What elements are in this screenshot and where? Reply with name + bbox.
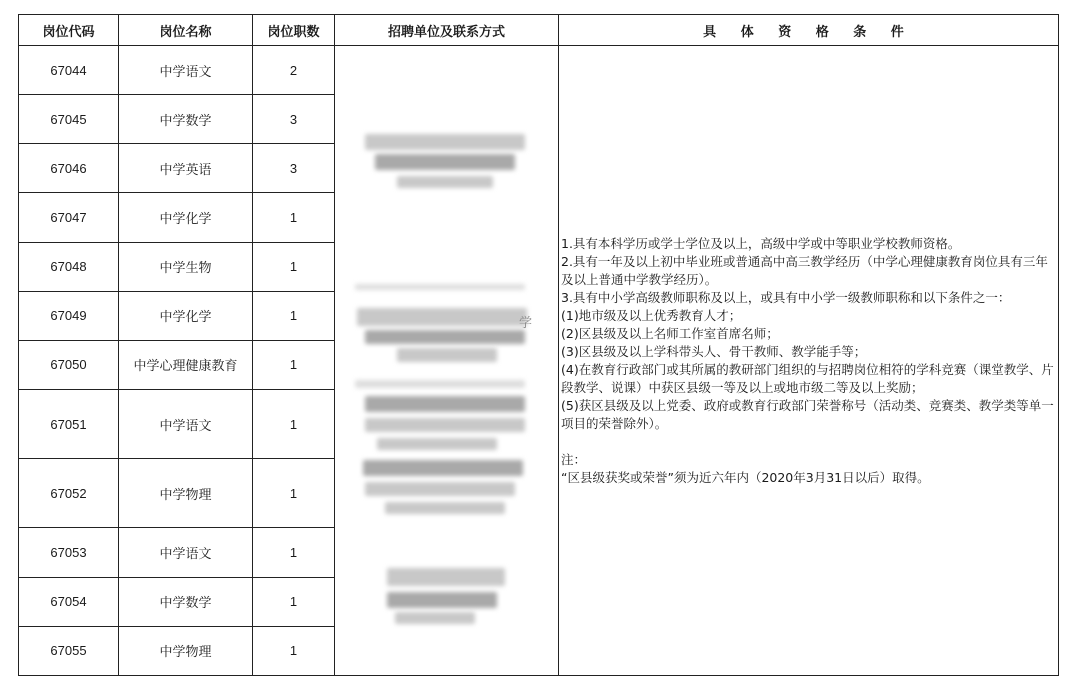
- redaction-area: [335, 46, 558, 675]
- post-count: 3: [253, 95, 335, 144]
- unit-text-fragment: 学: [519, 316, 533, 331]
- spacer-line: [561, 433, 1054, 451]
- post-name: 中学语文: [119, 46, 253, 95]
- post-count: 1: [253, 340, 335, 389]
- post-code: 67045: [19, 95, 119, 144]
- header-unit: 招聘单位及联系方式: [335, 15, 559, 46]
- requirement-line: (1)地市级及以上优秀教育人才；: [561, 307, 742, 323]
- post-name: 中学英语: [119, 144, 253, 193]
- post-name: 中学化学: [119, 291, 253, 340]
- post-code: 67047: [19, 193, 119, 242]
- requirement-line: (4)在教育行政部门或其所属的教研部门组织的与招聘岗位相符的学科竞赛（课堂教学、片段教学、说课）中获区县级一等及以上或地市级二等及以上奖励；: [561, 361, 1054, 395]
- requirement-line: (5)获区县级及以上党委、政府或教育行政部门荣誉称号（活动类、竞赛类、教学类等单一项目的荣誉除外）。: [561, 397, 1054, 431]
- qualification-requirements: [559, 46, 1059, 676]
- requirement-line: 2.具有一年及以上初中毕业班或普通高中高三教学经历（中学心理健康教育岗位具有三年及以上普通中学教学经历）。: [561, 253, 1048, 287]
- requirement-line: 3.具有中小学高级教师职称及以上，或具有中小学一级教师职称和以下条件之一：: [561, 289, 1011, 305]
- note-text: “区县级获奖或荣誉”须为近六年内（2020年3月31日以后）取得。: [561, 469, 930, 485]
- post-count: 1: [253, 291, 335, 340]
- header-count: 岗位职数: [253, 15, 335, 46]
- post-code: 67055: [19, 626, 119, 675]
- post-count: 1: [253, 193, 335, 242]
- post-count: 1: [253, 626, 335, 675]
- post-name: 中学化学: [119, 193, 253, 242]
- header-code: 岗位代码: [19, 15, 119, 46]
- post-count: 3: [253, 144, 335, 193]
- note-label: 注：: [561, 451, 587, 467]
- requirement-line: (3)区县级及以上学科带头人、骨干教师、教学能手等；: [561, 343, 867, 359]
- table-row: [19, 46, 1059, 95]
- post-name: 中学语文: [119, 389, 253, 458]
- post-count: 1: [253, 459, 335, 528]
- post-name: 中学语文: [119, 528, 253, 577]
- recruitment-table: [18, 14, 1059, 676]
- post-code: 67052: [19, 459, 119, 528]
- post-name: 中学生物: [119, 242, 253, 291]
- post-name: 中学物理: [119, 459, 253, 528]
- post-code: 67044: [19, 46, 119, 95]
- post-code: 67048: [19, 242, 119, 291]
- post-code: 67049: [19, 291, 119, 340]
- post-name: 中学心理健康教育: [119, 340, 253, 389]
- post-name: 中学数学: [119, 577, 253, 626]
- post-count: 1: [253, 528, 335, 577]
- post-name: 中学物理: [119, 626, 253, 675]
- header-row: [19, 15, 1059, 46]
- post-name: 中学数学: [119, 95, 253, 144]
- header-name: 岗位名称: [119, 15, 253, 46]
- header-requirements: 具 体 资 格 条 件: [559, 15, 1059, 46]
- post-count: 1: [253, 389, 335, 458]
- post-code: 67046: [19, 144, 119, 193]
- post-code: 67051: [19, 389, 119, 458]
- post-code: 67053: [19, 528, 119, 577]
- post-count: 1: [253, 242, 335, 291]
- requirement-line: 1.具有本科学历或学士学位及以上，高级中学或中等职业学校教师资格。: [561, 235, 961, 251]
- post-code: 67050: [19, 340, 119, 389]
- employer-contact-redacted: [335, 46, 559, 676]
- post-count: 2: [253, 46, 335, 95]
- post-code: 67054: [19, 577, 119, 626]
- post-count: 1: [253, 577, 335, 626]
- requirement-line: (2)区县级及以上名师工作室首席名师；: [561, 325, 779, 341]
